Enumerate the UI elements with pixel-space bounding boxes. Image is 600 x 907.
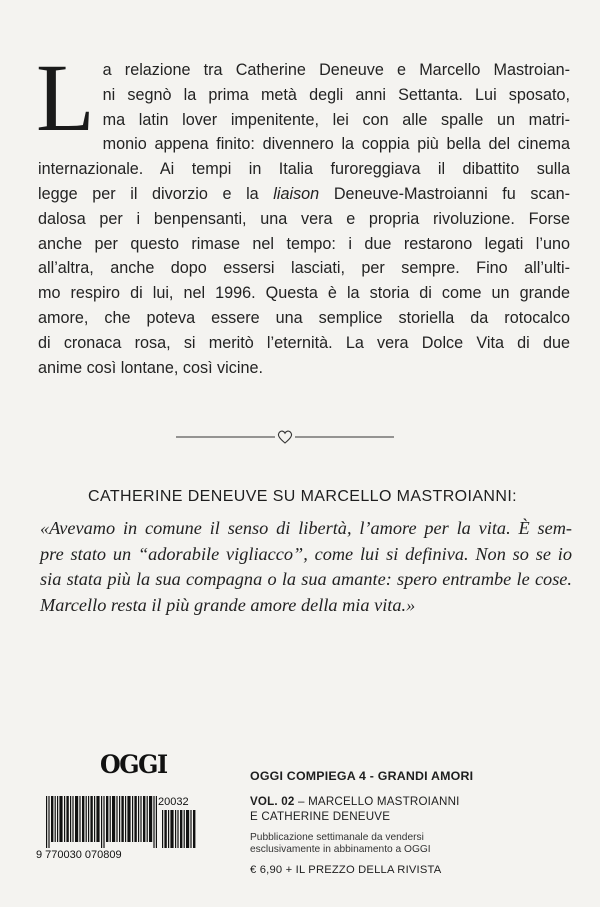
volume-title-line1: – MARCELLO MASTROIANNI [294,795,460,808]
publication-info [250,769,560,876]
publication-note [250,832,560,857]
intro-line: internazionale. Ai tempi in Italia furoreggiava il dibattito sulla [38,160,570,179]
heart-divider [176,427,394,447]
volume-info [250,794,560,824]
volume-label: VOL. 02 [250,795,295,808]
intro-line [38,182,570,207]
intro-text: legge per il divorzio e la [38,184,274,203]
volume-title-line2: E CATHERINE DENEUVE [250,810,391,823]
oggi-logo: OGGI [100,750,167,779]
series-title: OGGI COMPIEGA 4 - GRANDI AMORI [250,769,474,783]
intro-italic-word: liaison [273,184,320,203]
price: € 6,90 + IL PREZZO DELLA RIVISTA [250,863,442,876]
note-line: Pubblicazione settimanale da vendersi [250,832,424,843]
quote-line: Marcello resta il più grande amore della mia vita.» [40,594,416,615]
intro-text: Deneuve-Mastroianni fu scan- [319,184,571,203]
quote-line: «Avevamo in comune il senso di libertà, l’amore per la vita. È sem- [40,518,572,538]
quote-line: pre stato un “adorabile vigliacco”, come lui si definiva. Non so se io [40,543,572,564]
quote-body [40,516,572,618]
drop-cap: L [36,44,95,151]
intro-line: ni segnò la prima metà degli anni Settanta. Lui sposato, [102,85,570,104]
intro-line: mo respiro di lui, nel 1996. Questa è la storia di come un grande [38,284,570,303]
intro-line: di cronaca rosa, si meritò l’eternità. La vera Dolce Vita di due [38,333,570,352]
barcode-addon: 20032 [158,796,189,808]
heart-icon [278,431,291,443]
intro-line: amore, che poteva essere una semplice storiella da rotocalco [38,308,570,327]
quote-line: sia stata più la sua compagna o la sua amante: spero entrambe le cose. [40,569,572,590]
intro-line: a relazione tra Catherine Deneuve e Marcello Mastroian- [102,61,570,79]
intro-line: monio appena finito: divennero la coppia più bella del cinema [102,135,570,154]
intro-line: all’altra, anche dopo essersi lasciati, per sempre. Fino all’ulti- [38,259,570,278]
quote-heading: CATHERINE DENEUVE SU MARCELLO MASTROIANNI: [88,488,518,505]
barcode-number: 9 770030 070809 [36,849,122,860]
intro-line: anche per questo rimase nel tempo: i due restarono legati l’uno [38,234,570,253]
intro-line: anime così lontane, così vicine. [38,358,263,377]
intro-paragraph [36,44,571,380]
intro-line: ma latin lover impenitente, lei con alle spalle un matri- [102,110,570,129]
intro-line: dalosa per i benpensanti, una vera e propria rivoluzione. Forse [38,209,570,228]
note-line: esclusivamente in abbinamento a OGGI [250,844,431,856]
